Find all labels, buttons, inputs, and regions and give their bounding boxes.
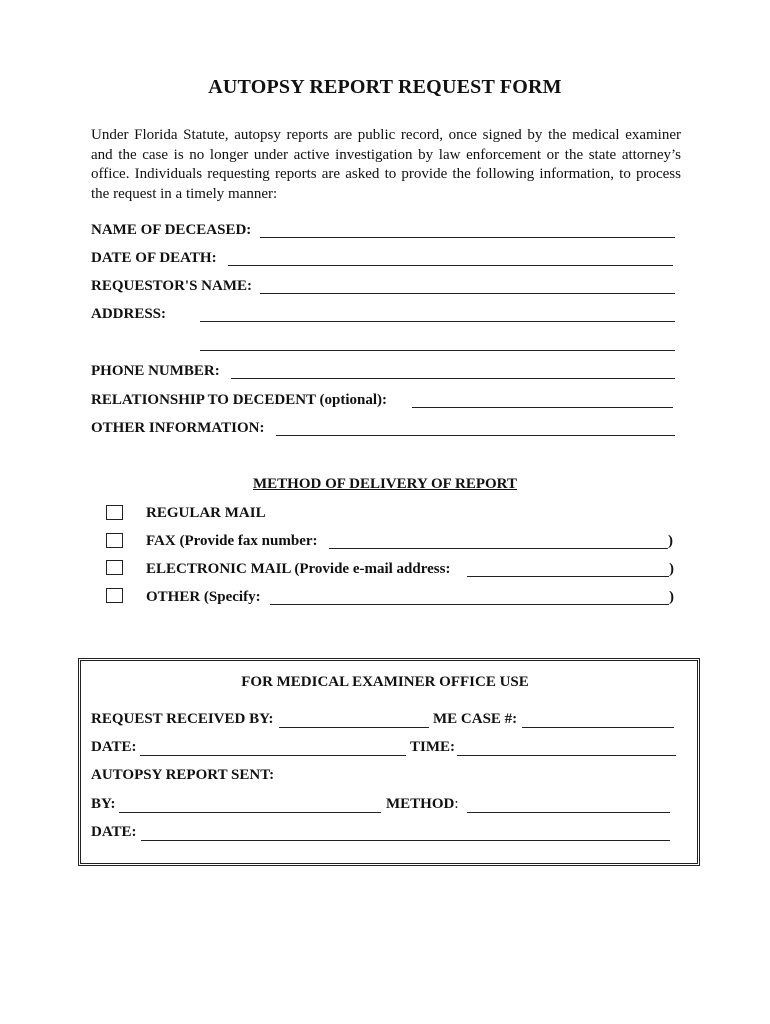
office-time-field[interactable] [457,755,676,756]
phone-number-field[interactable] [231,378,675,379]
name-of-deceased-field[interactable] [260,237,675,238]
email-label: ELECTRONIC MAIL (Provide e-mail address: [146,561,451,577]
sent-date-field[interactable] [141,840,670,841]
email-checkbox[interactable] [106,560,123,575]
date-of-death-label: DATE OF DEATH: [91,250,217,266]
phone-number-label: PHONE NUMBER: [91,363,220,379]
address-field-line-2[interactable] [200,350,675,351]
method-colon: : [454,796,459,812]
method-field[interactable] [467,812,670,813]
request-received-by-field[interactable] [279,727,429,728]
other-specify-field[interactable] [270,604,669,605]
office-time-label: TIME: [410,739,455,755]
autopsy-report-sent-label: AUTOPSY REPORT SENT: [91,767,275,783]
other-information-field[interactable] [276,435,675,436]
other-label: OTHER (Specify: [146,589,261,605]
method-label [386,796,459,813]
fax-number-field[interactable] [329,548,668,549]
regular-mail-checkbox[interactable] [106,505,123,520]
other-close-paren: ) [669,589,674,605]
delivery-heading [0,476,770,493]
sent-by-field[interactable] [119,812,381,813]
me-case-field[interactable] [522,727,674,728]
email-close-paren: ) [669,561,674,577]
me-case-label: ME CASE #: [433,711,518,727]
relationship-field[interactable] [412,407,673,408]
office-date-field[interactable] [140,755,406,756]
other-checkbox[interactable] [106,588,123,603]
intro-paragraph: Under Florida Statute, autopsy reports are public record, once signed by the medical examiner and the case is no longer under active investigation by law enforcement or the state attorney’s office. Individuals requesting reports are asked to provide the following information, to process the request in a timely manner: [91,127,681,202]
address-field-line-1[interactable] [200,321,675,322]
regular-mail-label: REGULAR MAIL [146,505,266,521]
delivery-heading-text: METHOD OF DELIVERY OF REPORT [253,476,517,492]
sent-by-label: BY: [91,796,116,812]
form-title: AUTOPSY REPORT REQUEST FORM [208,76,562,98]
office-date-label: DATE: [91,739,137,755]
method-label-text: METHOD [386,796,455,812]
other-information-label: OTHER INFORMATION: [91,420,265,436]
sent-date-label: DATE: [91,824,137,840]
date-of-death-field[interactable] [228,265,673,266]
requestor-name-field[interactable] [260,293,675,294]
request-received-by-label: REQUEST RECEIVED BY: [91,711,274,727]
fax-checkbox[interactable] [106,533,123,548]
name-of-deceased-label: NAME OF DECEASED: [91,222,252,238]
fax-close-paren: ) [668,533,673,549]
address-label: ADDRESS: [91,306,167,322]
fax-label: FAX (Provide fax number: [146,533,318,549]
email-address-field[interactable] [467,576,669,577]
office-use-heading: FOR MEDICAL EXAMINER OFFICE USE [241,674,529,690]
requestor-name-label: REQUESTOR'S NAME: [91,278,253,294]
relationship-label: RELATIONSHIP TO DECEDENT (optional): [91,392,388,408]
